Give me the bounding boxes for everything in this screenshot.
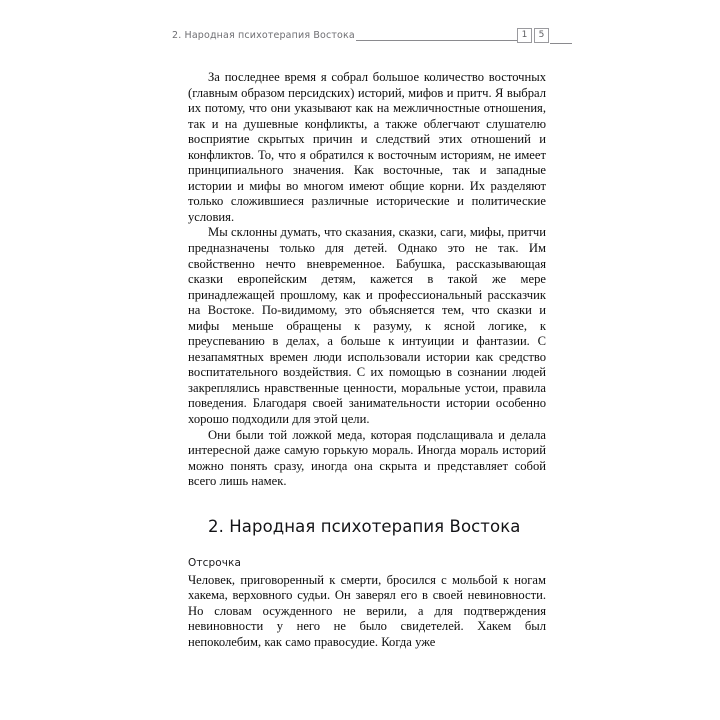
text-column <box>188 70 546 651</box>
running-header-title: 2. Народная психотерапия Востока <box>172 30 355 41</box>
folio-digit-second: 5 <box>534 28 549 43</box>
story-paragraph: Человек, приговоренный к смерти, бросился с мольбой к ногам хакема, верховного судьи. Он заверял его в своей невиновности. Но словам осужденного не верили, а для подтверждения невиновности у него не было свидетелей. Хакем был непоколебим, как само правосудие. Когда уже <box>188 572 546 649</box>
header-rule-tail <box>550 43 572 44</box>
running-header-row <box>172 28 572 44</box>
running-header <box>172 28 572 56</box>
body-paragraph: Они были той ложкой меда, которая подслащивала и делала интересной даже самую горькую мораль. Иногда мораль историй можно понять сразу, иногда она скрыта и представляет собой всего лишь намек. <box>188 427 546 489</box>
body-paragraph: За последнее время я собрал большое количество восточных (главным образом персидских) историй, мифов и притч. Я выбрал их потому, что они указывают как на межличностные отношения, так и на душевные конфликты, а также облегчают слушателю восприятие скрытых причин и следствий этих отношений и конфликтов. То, что я обратился к восточным историям, не имеет принципиального значения. Как восточные, так и западные истории и мифы во многом имеют общие корни. Их разделяют только сложившиеся различные исторические и политические условия. <box>188 70 546 224</box>
folio-digit-first: 1 <box>517 28 532 43</box>
page-number-folio <box>517 28 549 43</box>
body-paragraph: Мы склонны думать, что сказания, сказки, саги, мифы, притчи предназначены только для детей. Однако это не так. Им свойственно нечто вневременное. Бабушка, рассказывающая сказки европейским детям, кажется в такой же мере принадлежащей прошлому, как и профессиональный рассказчик на Востоке. По-видимому, это объясняется тем, что сказки и мифы меньше обращены к разуму, к ясной логике, к преуспеванию в делах, а больше к интуиции и фантазии. С незапамятных времен люди использовали истории как средство воспитательного воздействия. С их помощью в сознании людей закреплялись нравственные ценности, моральные устои, правила поведения. Благодаря своей занимательности истории особенно хорошо подходили для этой цели. <box>188 225 546 427</box>
section-title: 2. Народная психотерапия Востока <box>208 516 521 536</box>
header-rule <box>356 40 517 41</box>
story-subheading: Отсрочка <box>188 556 242 569</box>
